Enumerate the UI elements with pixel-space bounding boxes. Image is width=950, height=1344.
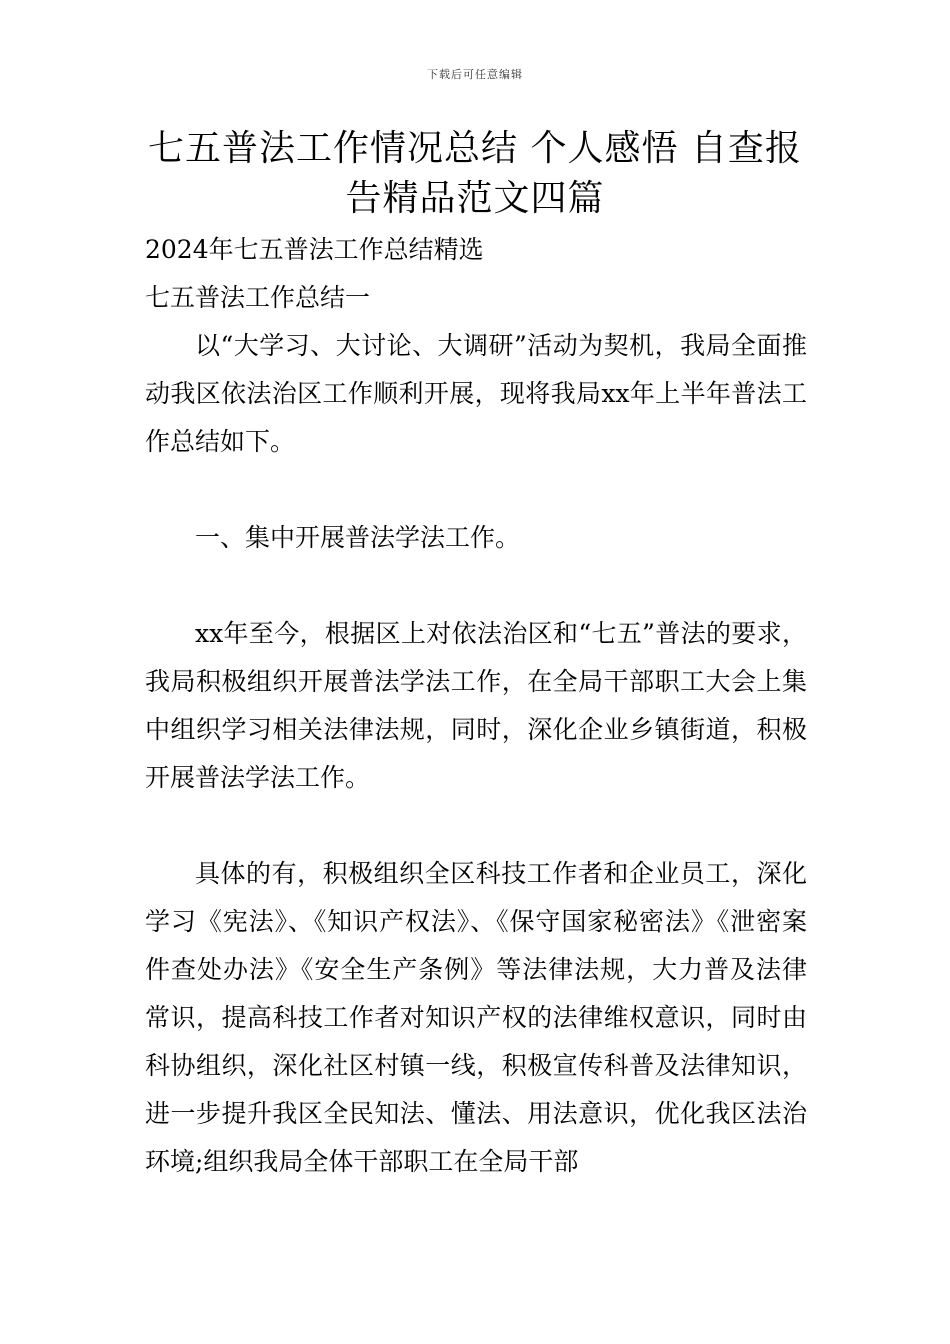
paragraph-body: xx年至今，根据区上对依法治区和“七五”普法的要求，我局积极组织开展普法学法工作，在全局干部职工大会上集中组织学习相关法律法规，同时，深化企业乡镇街道，积极开展普法学法工作。: [145, 619, 807, 792]
heading-section-one: 一、集中开展普法学法工作。: [195, 523, 521, 552]
paragraph-spacer: [145, 466, 807, 514]
paragraph-body: 具体的有，积极组织全区科技工作者和企业员工，深化学习《宪法》、《知识产权法》、《保守国家秘密法》《泄密案件查处办法》《安全生产条例》等法律法规，大力普及法律常识，提高科技工作者对知识产权的法律维权意识，同时由科协组织，深化社区村镇一线，积极宣传科普及法律知识，进一步提升我区全民知法、懂法、用法意识，优化我区法治环境;组织我局全体干部职工在全局干部: [145, 859, 807, 1176]
document-body: [145, 226, 807, 1186]
paragraph-intro: 以“大学习、大讨论、大调研”活动为契机，我局全面推动我区依法治区工作顺利开展，现将我局xx年上半年普法工作总结如下。: [145, 331, 807, 456]
paragraph-spacer: [145, 562, 807, 610]
section-title: 七五普法工作总结一: [145, 283, 371, 312]
document-subtitle: 2024年七五普法工作总结精选: [145, 235, 484, 264]
document-title: 七五普法工作情况总结 个人感悟 自查报告精品范文四篇: [148, 128, 802, 219]
paragraph-spacer: [145, 802, 807, 850]
header-note: 下载后可任意编辑: [427, 68, 523, 81]
